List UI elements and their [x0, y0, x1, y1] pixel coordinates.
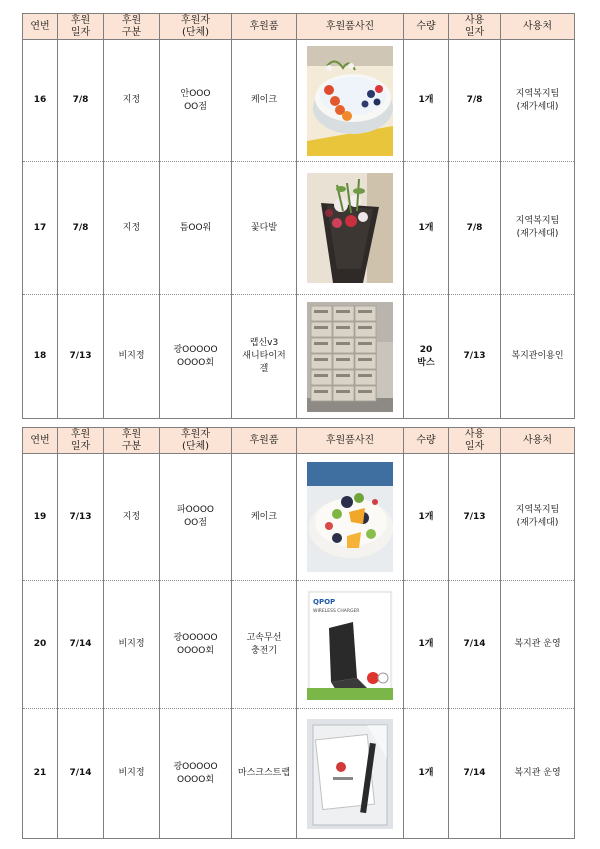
flower-bouquet-photo: [307, 173, 393, 283]
cell-qty: 1개: [404, 40, 449, 162]
table-row: [23, 162, 575, 295]
table-row: [23, 40, 575, 162]
cell-no: 21: [23, 709, 58, 839]
cell-qty: 1개: [404, 162, 449, 295]
cell-type: 지정: [104, 40, 160, 162]
donation-table-2: [22, 427, 575, 839]
sanitizer-boxes-photo: [307, 302, 393, 412]
donation-table-1: [22, 13, 575, 419]
header-col-photo: 후원품사진: [297, 428, 404, 454]
cell-date: 7/14: [58, 709, 104, 839]
cell-photo: [297, 295, 404, 419]
cell-use-date: 7/14: [449, 709, 501, 839]
cell-use-place: 지역복지팀 (재가세대): [501, 40, 575, 162]
cell-use-date: 7/13: [449, 295, 501, 419]
cell-qty: 1개: [404, 709, 449, 839]
header-col-qty: 수량: [404, 14, 449, 40]
table-row: [23, 295, 575, 419]
cell-use-place: 지역복지팀 (재가세대): [501, 162, 575, 295]
header-col-use-date: 사용 일자: [449, 14, 501, 40]
cell-no: 20: [23, 581, 58, 709]
header-col-qty: 수량: [404, 428, 449, 454]
cell-donor: 안OOO OO점: [160, 40, 232, 162]
fruit-cake-photo: [307, 462, 393, 572]
header-row: [23, 14, 575, 40]
cell-type: 비지정: [104, 709, 160, 839]
header-col-photo: 후원품사진: [297, 14, 404, 40]
cell-use-place: 복지관 운영: [501, 581, 575, 709]
table-row: [23, 709, 575, 839]
cake-photo: [307, 46, 393, 156]
header-col-use-place: 사용처: [501, 14, 575, 40]
cell-no: 18: [23, 295, 58, 419]
cell-no: 17: [23, 162, 58, 295]
cell-date: 7/14: [58, 581, 104, 709]
cell-photo: [297, 454, 404, 581]
table-row: [23, 454, 575, 581]
header-col-type: 후원 구분: [104, 428, 160, 454]
header-col-use-date: 사용 일자: [449, 428, 501, 454]
cell-donor: 틈OO워: [160, 162, 232, 295]
cell-photo: [297, 581, 404, 709]
cell-donor: 광OOOOO OOOO회: [160, 295, 232, 419]
cell-date: 7/13: [58, 295, 104, 419]
cell-use-place: 복지관 운영: [501, 709, 575, 839]
cell-use-place: 복지관이용인: [501, 295, 575, 419]
header-col-donor: 후원자 (단체): [160, 428, 232, 454]
cell-item: 케이크: [232, 454, 297, 581]
cell-type: 지정: [104, 162, 160, 295]
header-col-item: 후원품: [232, 428, 297, 454]
header-col-no: 연번: [23, 428, 58, 454]
header-col-item: 후원품: [232, 14, 297, 40]
header-col-date: 후원 일자: [58, 14, 104, 40]
header-col-type: 후원 구분: [104, 14, 160, 40]
cell-date: 7/13: [58, 454, 104, 581]
table-row: [23, 581, 575, 709]
cell-use-date: 7/13: [449, 454, 501, 581]
cell-use-place: 지역복지팀 (재가세대): [501, 454, 575, 581]
cell-item: 케이크: [232, 40, 297, 162]
cell-use-date: 7/14: [449, 581, 501, 709]
cell-use-date: 7/8: [449, 40, 501, 162]
header-row: [23, 428, 575, 454]
cell-date: 7/8: [58, 40, 104, 162]
svg-text:QPOP: QPOP: [313, 597, 336, 606]
cell-donor: 광OOOOO OOOO회: [160, 581, 232, 709]
cell-no: 19: [23, 454, 58, 581]
cell-photo: [297, 709, 404, 839]
cell-type: 비지정: [104, 295, 160, 419]
cell-type: 지정: [104, 454, 160, 581]
cell-item: 마스크스트랩: [232, 709, 297, 839]
cell-item: 고속무선 충전기: [232, 581, 297, 709]
wireless-charger-photo: [307, 590, 393, 700]
cell-use-date: 7/8: [449, 162, 501, 295]
cell-type: 비지정: [104, 581, 160, 709]
header-col-date: 후원 일자: [58, 428, 104, 454]
cell-photo: [297, 162, 404, 295]
cell-qty: 1개: [404, 581, 449, 709]
header-col-no: 연번: [23, 14, 58, 40]
cell-qty: 20 박스: [404, 295, 449, 419]
header-col-donor: 후원자 (단체): [160, 14, 232, 40]
cell-no: 16: [23, 40, 58, 162]
svg-text:WIRELESS CHARGER: WIRELESS CHARGER: [313, 608, 360, 614]
mask-strap-photo: [307, 719, 393, 829]
cell-date: 7/8: [58, 162, 104, 295]
cell-photo: [297, 40, 404, 162]
cell-donor: 광OOOOO OOOO회: [160, 709, 232, 839]
cell-donor: 파OOOO OO점: [160, 454, 232, 581]
cell-qty: 1개: [404, 454, 449, 581]
cell-item: 랩신v3 새니타이저 겔: [232, 295, 297, 419]
header-col-use-place: 사용처: [501, 428, 575, 454]
cell-item: 꽃다발: [232, 162, 297, 295]
